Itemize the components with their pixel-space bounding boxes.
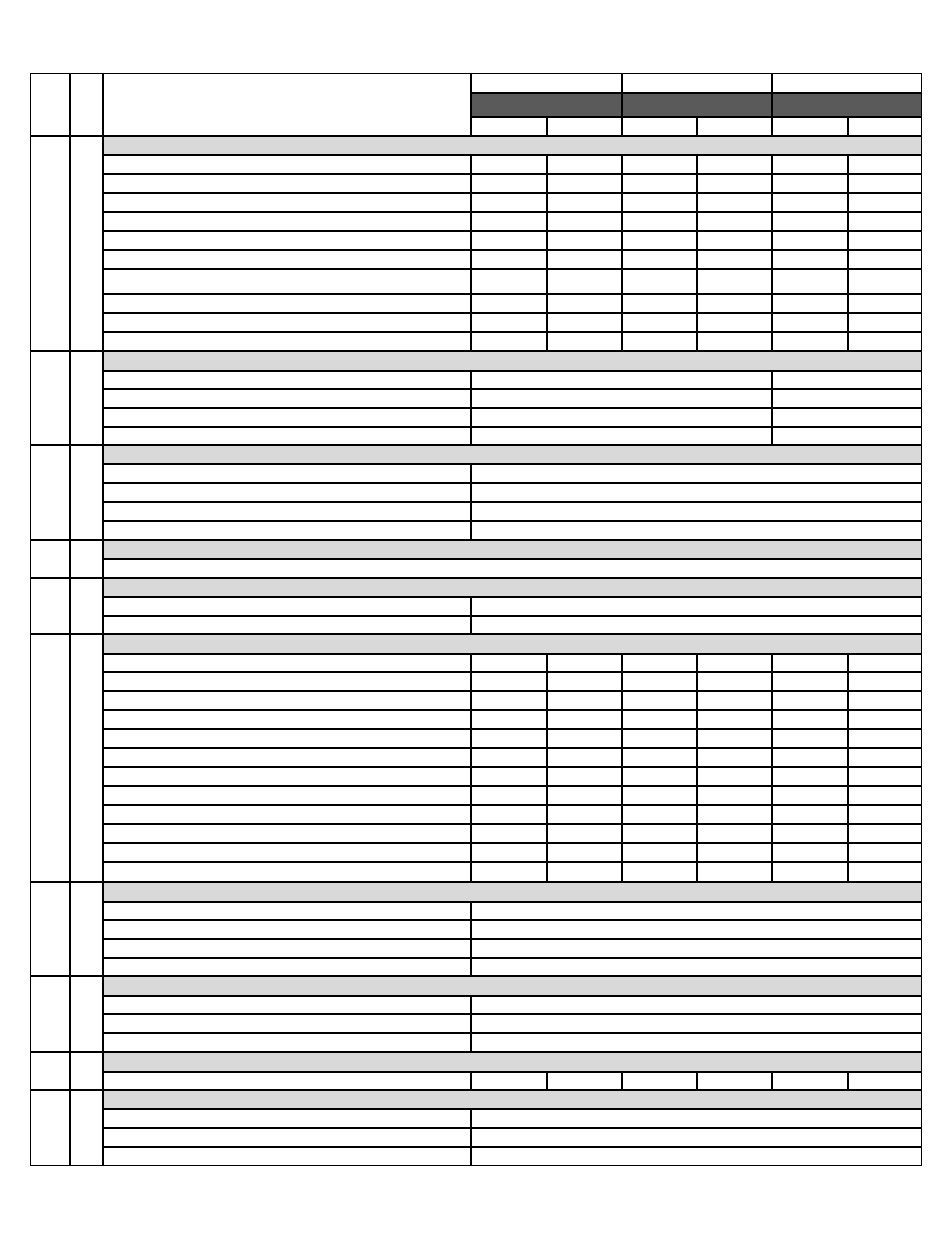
data-cell — [697, 824, 772, 843]
data-cell — [848, 1072, 922, 1090]
data-cell — [772, 710, 848, 729]
data-cell — [471, 313, 547, 332]
data-cell — [697, 174, 772, 193]
data-cell — [697, 294, 772, 313]
data-cell — [848, 805, 922, 824]
data-cell — [547, 862, 622, 882]
data-cell-merged — [471, 1147, 922, 1166]
row-label — [103, 294, 471, 313]
row-label — [103, 408, 471, 427]
row-label — [103, 1033, 471, 1052]
data-cell — [697, 1072, 772, 1090]
data-cell — [622, 269, 697, 294]
data-cell — [622, 193, 697, 212]
section-title — [103, 351, 922, 371]
data-cell-merged — [471, 920, 922, 939]
data-cell — [772, 155, 848, 174]
data-cell — [547, 294, 622, 313]
data-cell — [848, 332, 922, 351]
row-label — [103, 654, 471, 672]
data-cell — [848, 748, 922, 767]
data-cell — [772, 313, 848, 332]
data-cell — [848, 250, 922, 269]
data-cell — [772, 269, 848, 294]
data-cell — [848, 824, 922, 843]
data-cell — [772, 231, 848, 250]
data-cell-merged — [471, 958, 922, 976]
data-cell — [848, 193, 922, 212]
data-cell-merged — [772, 427, 922, 445]
data-cell — [622, 155, 697, 174]
data-cell — [471, 824, 547, 843]
data-cell — [471, 710, 547, 729]
section-index-cell — [30, 882, 70, 976]
data-cell — [471, 1072, 547, 1090]
row-label — [103, 824, 471, 843]
data-cell — [772, 654, 848, 672]
data-cell — [471, 269, 547, 294]
data-cell — [622, 313, 697, 332]
data-cell — [697, 155, 772, 174]
header-group-band — [471, 93, 622, 117]
header-column-label — [848, 117, 922, 136]
data-cell — [697, 691, 772, 710]
row-label — [103, 313, 471, 332]
row-label — [103, 1109, 471, 1128]
data-cell — [547, 843, 622, 862]
data-cell — [622, 212, 697, 231]
data-cell — [697, 332, 772, 351]
data-cell — [547, 729, 622, 748]
data-cell — [622, 672, 697, 691]
section-title — [103, 1052, 922, 1072]
section-index-cell — [30, 976, 70, 1052]
row-label — [103, 1147, 471, 1166]
row-label — [103, 559, 922, 578]
data-cell — [622, 332, 697, 351]
data-cell — [697, 313, 772, 332]
data-cell-merged — [471, 464, 922, 483]
data-cell — [471, 174, 547, 193]
section-index-cell — [30, 634, 70, 882]
data-cell — [547, 313, 622, 332]
section-title — [103, 136, 922, 155]
data-cell — [547, 193, 622, 212]
data-cell — [772, 672, 848, 691]
row-label — [103, 597, 471, 616]
section-code-cell — [70, 882, 103, 976]
data-cell — [622, 1072, 697, 1090]
row-label — [103, 691, 471, 710]
data-cell-merged — [471, 902, 922, 920]
data-cell — [547, 672, 622, 691]
data-cell — [547, 767, 622, 786]
row-label — [103, 371, 471, 389]
section-index-cell — [30, 578, 70, 634]
row-label — [103, 521, 471, 540]
data-cell — [471, 805, 547, 824]
row-label — [103, 155, 471, 174]
row-label — [103, 269, 471, 294]
data-cell — [622, 250, 697, 269]
data-cell — [697, 250, 772, 269]
data-cell — [697, 729, 772, 748]
data-cell — [848, 654, 922, 672]
data-cell-merged — [471, 1128, 922, 1147]
data-cell — [772, 786, 848, 805]
data-cell — [848, 729, 922, 748]
row-label — [103, 843, 471, 862]
section-title — [103, 578, 922, 597]
data-cell — [697, 862, 772, 882]
data-cell — [772, 748, 848, 767]
data-cell — [622, 729, 697, 748]
header-group-label — [622, 73, 772, 93]
section-code-cell — [70, 1052, 103, 1090]
row-label — [103, 427, 471, 445]
row-label — [103, 250, 471, 269]
row-label — [103, 862, 471, 882]
section-code-cell — [70, 1090, 103, 1166]
data-cell — [622, 824, 697, 843]
data-cell-merged — [471, 597, 922, 616]
data-cell — [471, 672, 547, 691]
row-label — [103, 1128, 471, 1147]
section-title — [103, 882, 922, 902]
data-cell — [547, 332, 622, 351]
data-cell — [471, 862, 547, 882]
data-cell — [547, 805, 622, 824]
row-label — [103, 996, 471, 1014]
row-label — [103, 958, 471, 976]
data-cell — [848, 155, 922, 174]
section-code-cell — [70, 578, 103, 634]
row-label — [103, 729, 471, 748]
data-cell-merged — [471, 1109, 922, 1128]
section-index-cell — [30, 1052, 70, 1090]
data-cell — [772, 767, 848, 786]
section-index-cell — [30, 1090, 70, 1166]
data-cell-merged — [471, 483, 922, 502]
data-cell — [622, 654, 697, 672]
data-cell-merged — [471, 371, 772, 389]
data-cell — [471, 729, 547, 748]
data-cell — [622, 748, 697, 767]
data-cell — [547, 174, 622, 193]
data-cell-merged — [471, 408, 772, 427]
data-cell-merged — [471, 502, 922, 521]
row-label — [103, 748, 471, 767]
data-cell — [848, 212, 922, 231]
row-label — [103, 389, 471, 408]
row-label — [103, 767, 471, 786]
row-label — [103, 616, 471, 634]
data-cell — [547, 654, 622, 672]
header-group-band — [622, 93, 772, 117]
data-cell-merged — [471, 521, 922, 540]
data-cell — [471, 294, 547, 313]
data-cell — [547, 250, 622, 269]
data-cell — [848, 691, 922, 710]
data-cell — [772, 332, 848, 351]
data-cell — [622, 786, 697, 805]
data-cell — [471, 332, 547, 351]
section-index-cell — [30, 136, 70, 351]
data-cell — [772, 843, 848, 862]
data-cell — [471, 155, 547, 174]
data-cell-merged — [471, 1014, 922, 1033]
header-column-label — [471, 117, 547, 136]
row-label — [103, 464, 471, 483]
data-cell — [772, 250, 848, 269]
data-cell — [848, 231, 922, 250]
data-cell-merged — [471, 427, 772, 445]
data-cell — [622, 231, 697, 250]
data-cell — [848, 269, 922, 294]
data-cell — [848, 843, 922, 862]
data-cell — [697, 843, 772, 862]
row-label — [103, 920, 471, 939]
data-cell — [547, 1072, 622, 1090]
data-cell — [772, 174, 848, 193]
data-cell — [622, 843, 697, 862]
data-cell — [772, 691, 848, 710]
data-cell — [772, 729, 848, 748]
data-cell — [697, 193, 772, 212]
row-label — [103, 502, 471, 521]
row-label — [103, 672, 471, 691]
row-label — [103, 212, 471, 231]
data-cell — [697, 710, 772, 729]
data-cell-merged — [772, 389, 922, 408]
data-cell — [622, 767, 697, 786]
section-code-cell — [70, 445, 103, 540]
data-cell — [772, 805, 848, 824]
data-cell — [622, 805, 697, 824]
data-cell — [772, 1072, 848, 1090]
data-cell — [471, 212, 547, 231]
data-cell — [697, 269, 772, 294]
section-code-cell — [70, 351, 103, 445]
data-cell — [697, 805, 772, 824]
section-title — [103, 634, 922, 654]
header-left-cell — [30, 73, 70, 136]
data-cell — [697, 231, 772, 250]
data-cell — [848, 313, 922, 332]
data-cell — [848, 672, 922, 691]
document-title — [103, 73, 471, 136]
data-cell — [622, 174, 697, 193]
data-cell — [697, 748, 772, 767]
data-cell — [697, 786, 772, 805]
data-cell — [547, 748, 622, 767]
section-code-cell — [70, 136, 103, 351]
header-group-label — [471, 73, 622, 93]
data-cell — [848, 862, 922, 882]
data-cell — [622, 691, 697, 710]
data-cell — [772, 212, 848, 231]
data-cell — [622, 710, 697, 729]
data-cell — [772, 294, 848, 313]
section-code-cell — [70, 540, 103, 578]
data-cell — [622, 862, 697, 882]
data-cell — [471, 691, 547, 710]
data-cell-merged — [772, 371, 922, 389]
header-column-label — [547, 117, 622, 136]
data-cell — [848, 710, 922, 729]
data-cell — [772, 193, 848, 212]
row-label — [103, 231, 471, 250]
data-cell-merged — [471, 939, 922, 958]
data-cell-merged — [471, 616, 922, 634]
data-cell — [772, 824, 848, 843]
section-title — [103, 445, 922, 464]
row-label — [103, 939, 471, 958]
row-label — [103, 483, 471, 502]
row-label — [103, 710, 471, 729]
row-label — [103, 786, 471, 805]
row-label — [103, 1072, 471, 1090]
data-cell-merged — [471, 996, 922, 1014]
header-column-label — [622, 117, 697, 136]
row-label — [103, 1014, 471, 1033]
data-cell — [697, 654, 772, 672]
header-mid-cell — [70, 73, 103, 136]
row-label — [103, 193, 471, 212]
header-group-label — [772, 73, 922, 93]
data-cell — [547, 710, 622, 729]
data-cell-merged — [471, 1033, 922, 1052]
row-label — [103, 174, 471, 193]
data-cell — [547, 231, 622, 250]
data-cell-merged — [471, 389, 772, 408]
header-column-label — [772, 117, 848, 136]
data-cell — [471, 748, 547, 767]
data-cell-merged — [772, 408, 922, 427]
data-cell — [697, 672, 772, 691]
data-cell — [471, 786, 547, 805]
section-code-cell — [70, 976, 103, 1052]
data-cell — [547, 691, 622, 710]
data-cell — [547, 155, 622, 174]
row-label — [103, 902, 471, 920]
data-cell — [547, 212, 622, 231]
data-cell — [848, 294, 922, 313]
data-cell — [848, 767, 922, 786]
section-index-cell — [30, 351, 70, 445]
data-cell — [547, 824, 622, 843]
row-label — [103, 332, 471, 351]
section-title — [103, 976, 922, 996]
header-group-band — [772, 93, 922, 117]
data-cell — [471, 231, 547, 250]
data-cell — [622, 294, 697, 313]
data-cell — [471, 654, 547, 672]
section-index-cell — [30, 540, 70, 578]
section-code-cell — [70, 634, 103, 882]
data-cell — [697, 767, 772, 786]
data-cell — [848, 174, 922, 193]
section-index-cell — [30, 445, 70, 540]
data-cell — [697, 212, 772, 231]
section-title — [103, 540, 922, 559]
data-cell — [471, 250, 547, 269]
data-cell — [471, 843, 547, 862]
data-cell — [547, 786, 622, 805]
header-column-label — [697, 117, 772, 136]
data-cell — [471, 767, 547, 786]
row-label — [103, 805, 471, 824]
section-title — [103, 1090, 922, 1109]
data-cell — [772, 862, 848, 882]
data-cell — [848, 786, 922, 805]
data-cell — [547, 269, 622, 294]
data-cell — [471, 193, 547, 212]
